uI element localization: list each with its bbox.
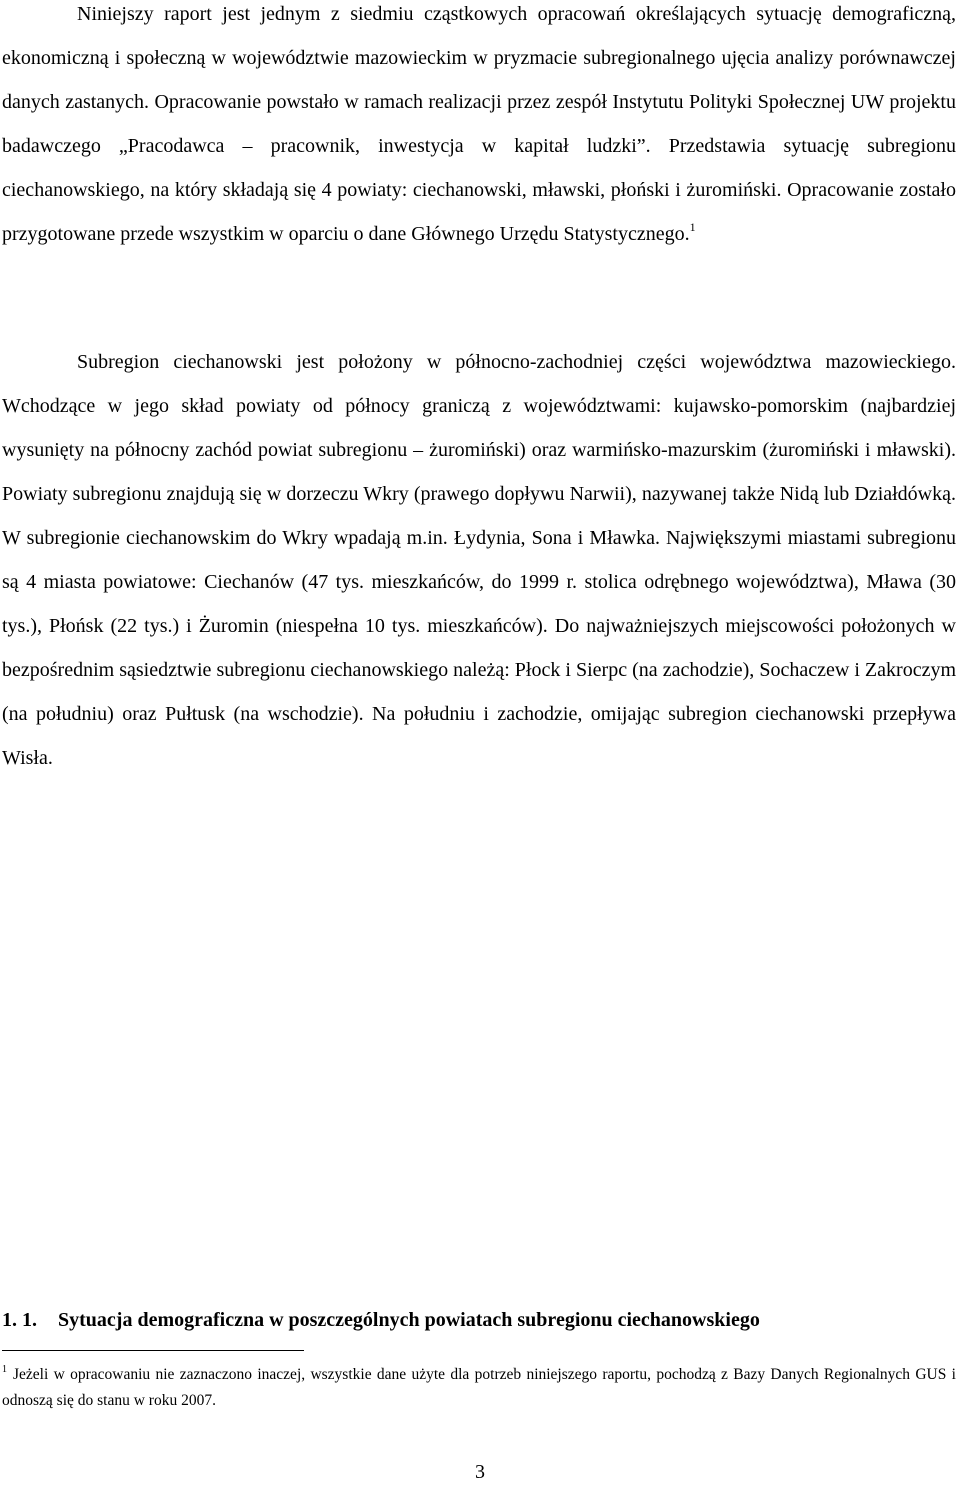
section-heading xyxy=(2,1305,956,1335)
paragraph: Subregion ciechanowski jest położony w północno-zachodniej części województwa mazowieckiego. Wchodzące w jego skład powiaty od północy graniczą z województwami: kujawsko-pomorskim (najbardziej wysunięty na północny zachód powiat subregionu – żuromiński) oraz warmińsko-mazurskim (żuromiński i mławski). Powiaty subregionu znajdują się w dorzeczu Wkry (prawego dopływu Narwii), nazywanej także Nidą lub Działdówką. W subregionie ciechanowskim do Wkry wpadają m.in. Łydynia, Sona i Mławka. Największymi miastami subregionu są 4 miasta powiatowe: Ciechanów (47 tys. mieszkańców, do 1999 r. stolica odrębnego województwa), Mława (30 tys.), Płońsk (22 tys.) i Żuromin (niespełna 10 tys. mieszkańców). Do najważniejszych miejscowości położonych w bezpośrednim sąsiedztwie subregionu ciechanowskiego należą: Płock i Sierpc (na zachodzie), Sochaczew i Zakroczym (na południu) oraz Pułtusk (na wschodzie). Na południu i zachodzie, omijając subregion ciechanowski przepływa Wisła. xyxy=(2,351,956,769)
footnote-marker: 1 xyxy=(2,1364,7,1375)
page-number: 3 xyxy=(475,1461,485,1483)
section-title: Sytuacja demograficzna w poszczególnych powiatach subregionu ciechanowskiego xyxy=(58,1309,760,1331)
footnote-text: Jeżeli w opracowaniu nie zaznaczono inaczej, wszystkie dane użyte dla potrzeb niniejszego raportu, pochodzą z Bazy Danych Regionalnych GUS i odnoszą się do stanu w roku 2007. xyxy=(2,1366,956,1409)
paragraph xyxy=(2,0,956,256)
section-number: 1. 1. xyxy=(2,1309,37,1331)
geography-paragraph-block xyxy=(2,340,956,780)
footnote-reference[interactable]: 1 xyxy=(689,220,696,234)
paragraph-text: Niniejszy raport jest jednym z siedmiu cząstkowych opracowań określających sytuację demograficzną, ekonomiczną i społeczną w województwie mazowieckim w pryzmacie subregionalnego ujęcia analizy porównawczej danych zastanych. Opracowanie powstało w ramach realizacji przez zespół Instytutu Polityki Społecznej UW projektu badawczego „Pracodawca – pracownik, inwestycja w kapitał ludzki”. Przedstawia sytuację subregionu ciechanowskiego, na który składają się 4 powiaty: ciechanowski, mławski, płoński i żuromiński. Opracowanie zostało przygotowane przede wszystkim w oparciu o dane Głównego Urzędu Statystycznego. xyxy=(2,3,956,245)
footnote-divider xyxy=(2,1350,304,1351)
footnote xyxy=(2,1362,956,1414)
intro-paragraph-block xyxy=(2,0,956,256)
